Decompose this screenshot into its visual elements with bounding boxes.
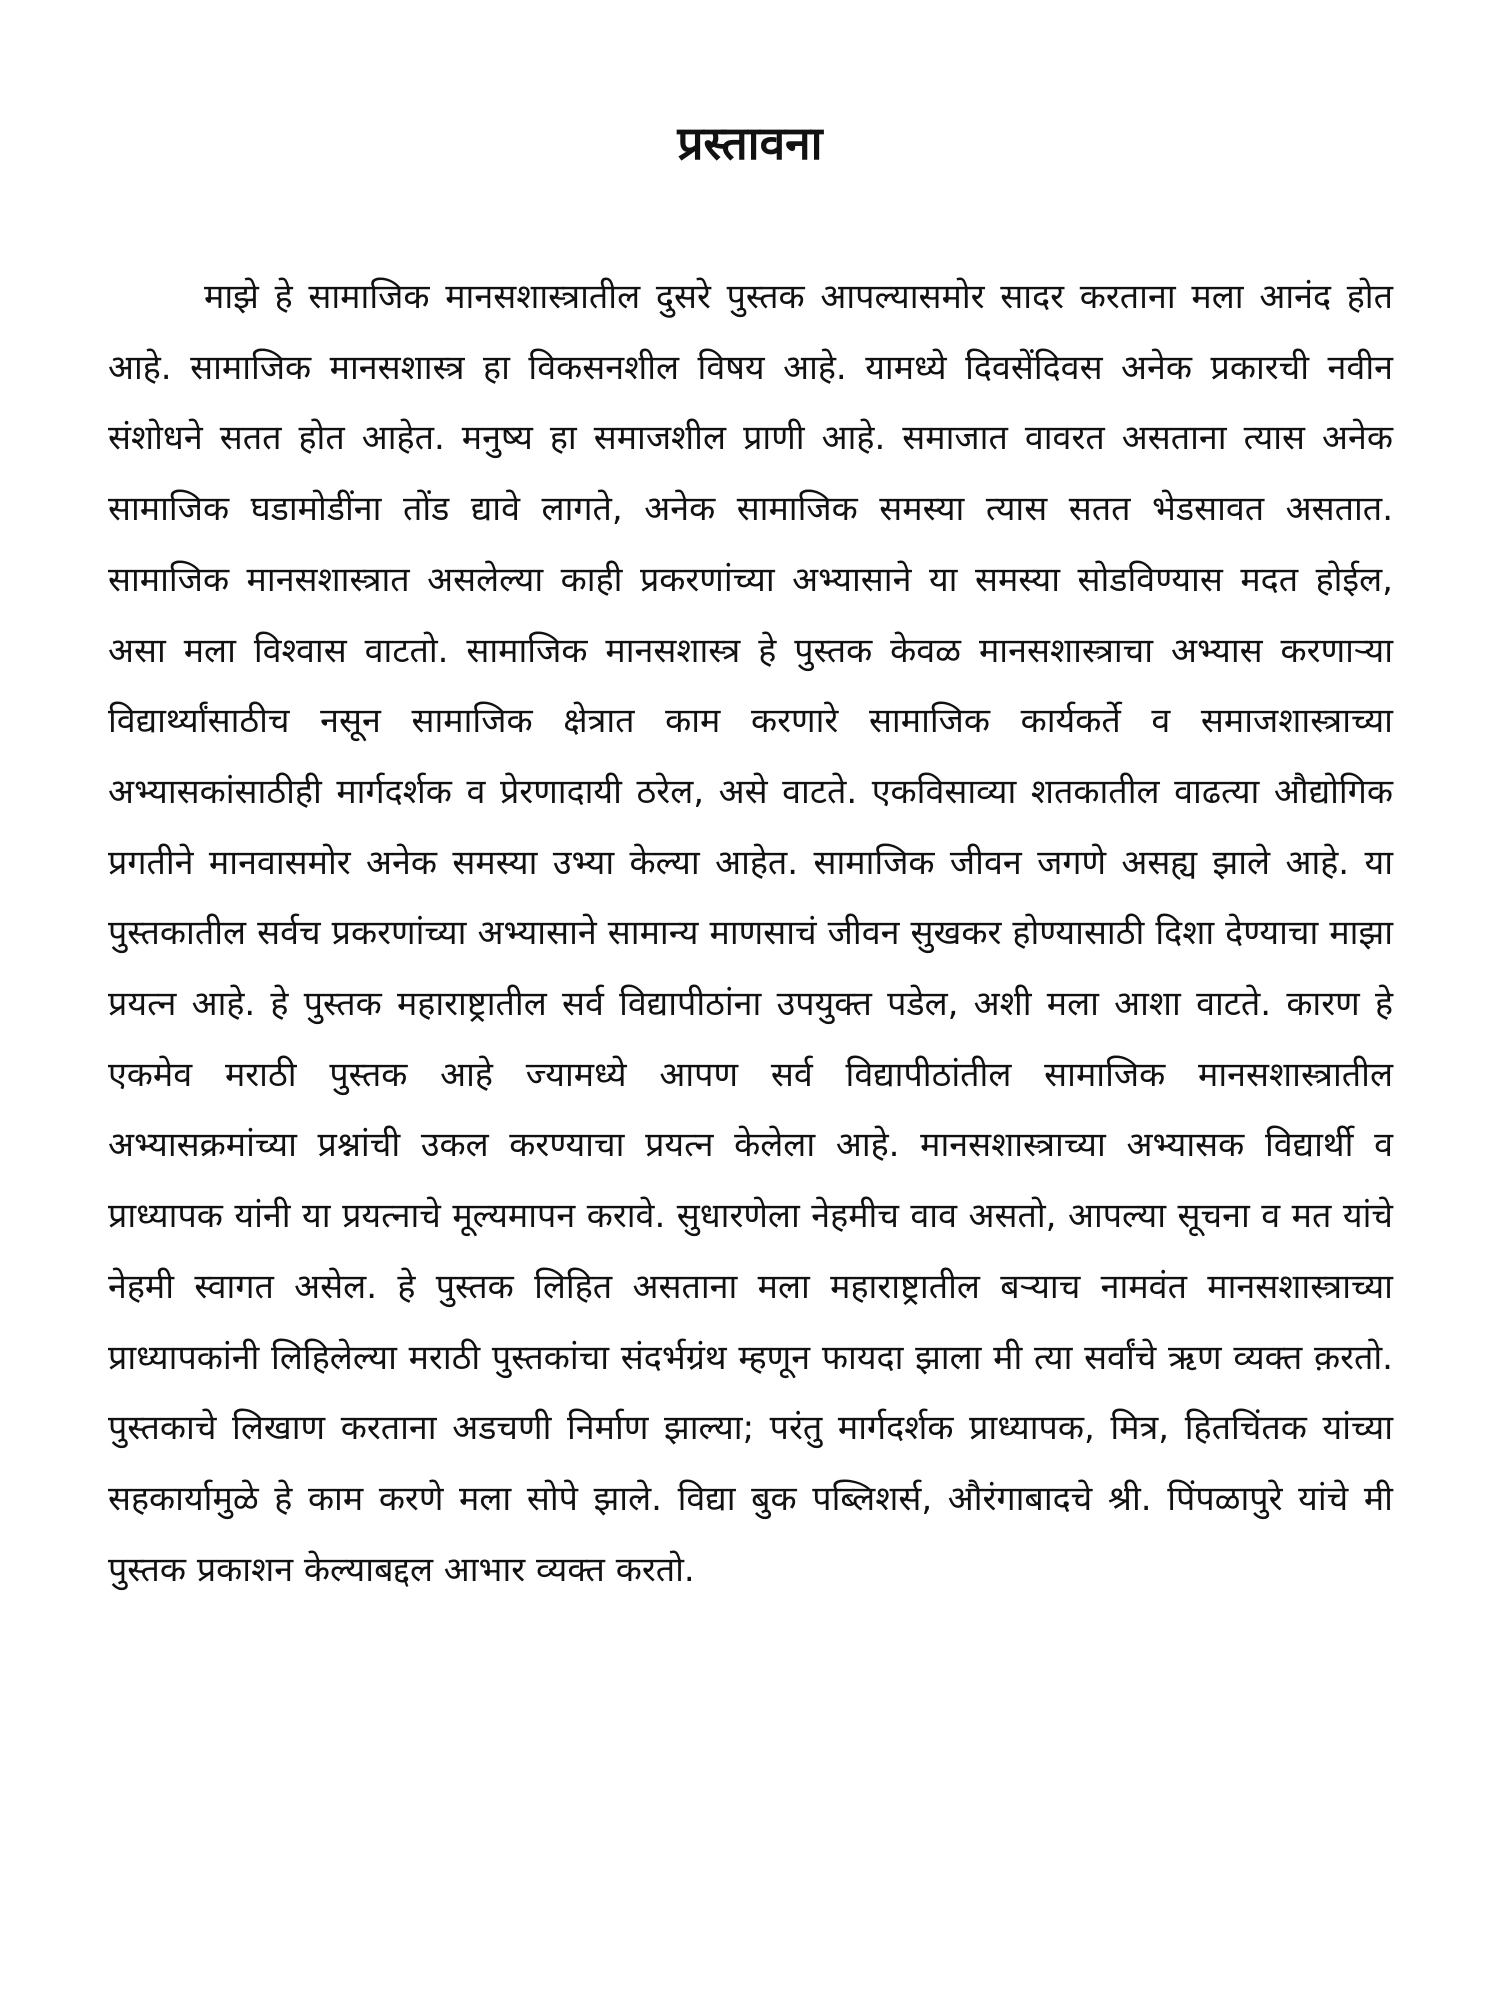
preface-paragraph: माझे हे सामाजिक मानसशास्त्रातील दुसरे पुस्तक आपल्यासमोर सादर करताना मला आनंद होत आहे. सामाजिक मानसशास्त्र हा विकसनशील विषय आहे. यामध्ये दिवसेंदिवस अनेक प्रकारची नवीन संशोधने सतत होत आहेत. मनुष्य हा समाजशील प्राणी आहे. समाजात वावरत असताना त्यास अनेक सामाजिक घडामोडींना तोंड द्यावे लागते, अनेक सामाजिक समस्या त्यास सतत भेडसावत असतात. सामाजिक मानसशास्त्रात असलेल्या काही प्रकरणांच्या अभ्यासाने या समस्या सोडविण्यास मदत होईल, असा मला विश्वास वाटतो. सामाजिक मानसशास्त्र हे पुस्तक केवळ मानसशास्त्राचा अभ्यास करणाऱ्या विद्यार्थ्यांसाठीच नसून सामाजिक क्षेत्रात काम करणारे सामाजिक कार्यकर्ते व समाजशास्त्राच्या अभ्यासकांसाठीही मार्गदर्शक व प्रेरणादायी ठरेल, असे वाटते. एकविसाव्या शतकातील वाढत्या औद्योगिक प्रगतीने मानवासमोर अनेक समस्या उभ्या केल्या आहेत. सामाजिक जीवन जगणे असह्य झाले आहे. या पुस्तकातील सर्वच प्रकरणांच्या अभ्यासाने सामान्य माणसाचं जीवन सुखकर होण्यासाठी दिशा देण्याचा माझा प्रयत्न आहे. हे पुस्तक महाराष्ट्रातील सर्व विद्यापीठांना उपयुक्त पडेल, अशी मला आशा वाटते. कारण हे एकमेव मराठी पुस्तक आहे ज्यामध्ये आपण सर्व विद्यापीठांतील सामाजिक मानसशास्त्रातील अभ्यासक्रमांच्या प्रश्नांची उकल करण्याचा प्रयत्न केलेला आहे. मानसशास्त्राच्या अभ्यासक विद्यार्थी व प्राध्यापक यांनी या प्रयत्नाचे मूल्यमापन करावे. सुधारणेला नेहमीच वाव असतो, आपल्या सूचना व मत यांचे नेहमी स्वागत असेल. हे पुस्तक लिहित असताना मला महाराष्ट्रातील बऱ्याच नामवंत मानसशास्त्राच्या प्राध्यापकांनी लिहिलेल्या मराठी पुस्तकांचा संदर्भग्रंथ म्हणून फायदा झाला मी त्या सर्वांचे ऋण व्यक्त क़रतो. पुस्तकाचे लिखाण करताना अडचणी निर्माण झाल्या; परंतु मार्गदर्शक प्राध्यापक, मित्र, हितचिंतक यांच्या सहकार्यामुळे हे काम करणे मला सोपे झाले. विद्या बुक पब्लिशर्स, औरंगाबादचे श्री. पिंपळापुरे यांचे मी पुस्तक प्रकाशन केल्याबद्दल आभार व्यक्त करतो. — [108, 277, 1393, 1590]
page-title: प्रस्तावना — [677, 115, 823, 170]
